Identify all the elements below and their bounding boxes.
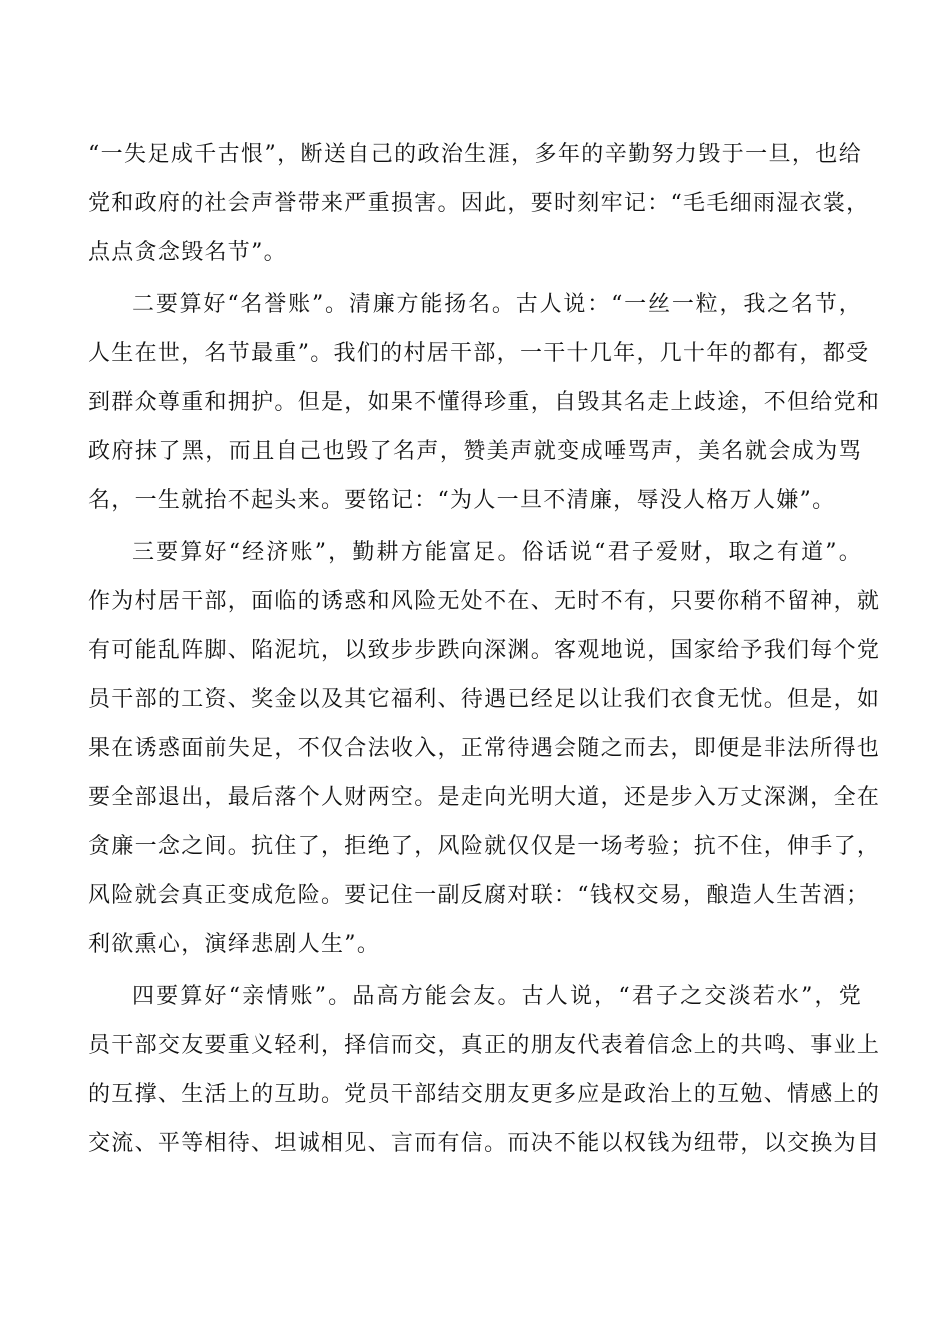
text-line: 名，一生就抬不起头来。要铭记：“为人一旦不清廉，辱没人格万人嫌”。: [88, 488, 836, 513]
paragraph-friendship: [88, 972, 881, 1168]
paragraph-economy: [88, 528, 881, 969]
text-line: 贪廉一念之间。抗住了，拒绝了，风险就仅仅是一场考验；抗不住，伸手了，: [88, 834, 881, 859]
text-line: 风险就会真正变成危险。要记住一副反腐对联：“钱权交易，酿造人生苦酒；: [88, 883, 870, 908]
text-line: 的互撑、生活上的互助。党员干部结交朋友更多应是政治上的互勉、情感上的: [88, 1082, 881, 1107]
document-page: [88, 130, 881, 1168]
text-line: 交流、平等相待、坦诚相见、言而有信。而决不能以权钱为纽带，以交换为目: [88, 1131, 881, 1156]
text-line: 员干部交友要重义轻利，择信而交，真正的朋友代表着信念上的共鸣、事业上: [88, 1033, 881, 1058]
text-line: 二要算好“名誉账”。清廉方能扬名。古人说：“一丝一粒，我之名节，: [132, 292, 862, 317]
text-line: 员干部的工资、奖金以及其它福利、待遇已经足以让我们衣食无忧。但是，如: [88, 687, 881, 712]
text-line: 利欲熏心，演绎悲剧人生”。: [88, 932, 381, 957]
text-line: 要全部退出，最后落个人财两空。是走向光明大道，还是步入万丈深渊，全在: [88, 785, 881, 810]
text-line: 果在诱惑面前失足，不仅合法收入，正常待遇会随之而去，即便是非法所得也: [88, 736, 881, 761]
text-line: 有可能乱阵脚、陷泥坑，以致步步跌向深渊。客观地说，国家给予我们每个党: [88, 638, 881, 663]
paragraph-reputation: [88, 280, 881, 525]
text-line: 三要算好“经济账”，勤耕方能富足。俗话说“君子爱财，取之有道”。: [132, 540, 862, 565]
text-line: “一失足成千古恨”，断送自己的政治生涯，多年的辛勤努力毁于一旦，也给: [88, 142, 862, 167]
text-line: 党和政府的社会声誉带来严重损害。因此，要时刻牢记：“毛毛细雨湿衣裳，: [88, 191, 870, 216]
text-line: 四要算好“亲情账”。品高方能会友。古人说，“君子之交淡若水”，党: [132, 984, 862, 1009]
paragraph-continued: [88, 130, 870, 277]
text-line: 作为村居干部，面临的诱惑和风险无处不在、无时不有，只要你稍不留神，就: [88, 589, 881, 614]
text-line: 人生在世，名节最重”。我们的村居干部，一干十几年，几十年的都有，都受: [88, 341, 870, 366]
text-line: 到群众尊重和拥护。但是，如果不懂得珍重，自毁其名走上歧途，不但给党和: [88, 390, 881, 415]
text-line: 点点贪念毁名节”。: [88, 240, 287, 265]
text-line: 政府抹了黑，而且自己也毁了名声，赞美声就变成唾骂声，美名就会成为骂: [88, 439, 862, 464]
